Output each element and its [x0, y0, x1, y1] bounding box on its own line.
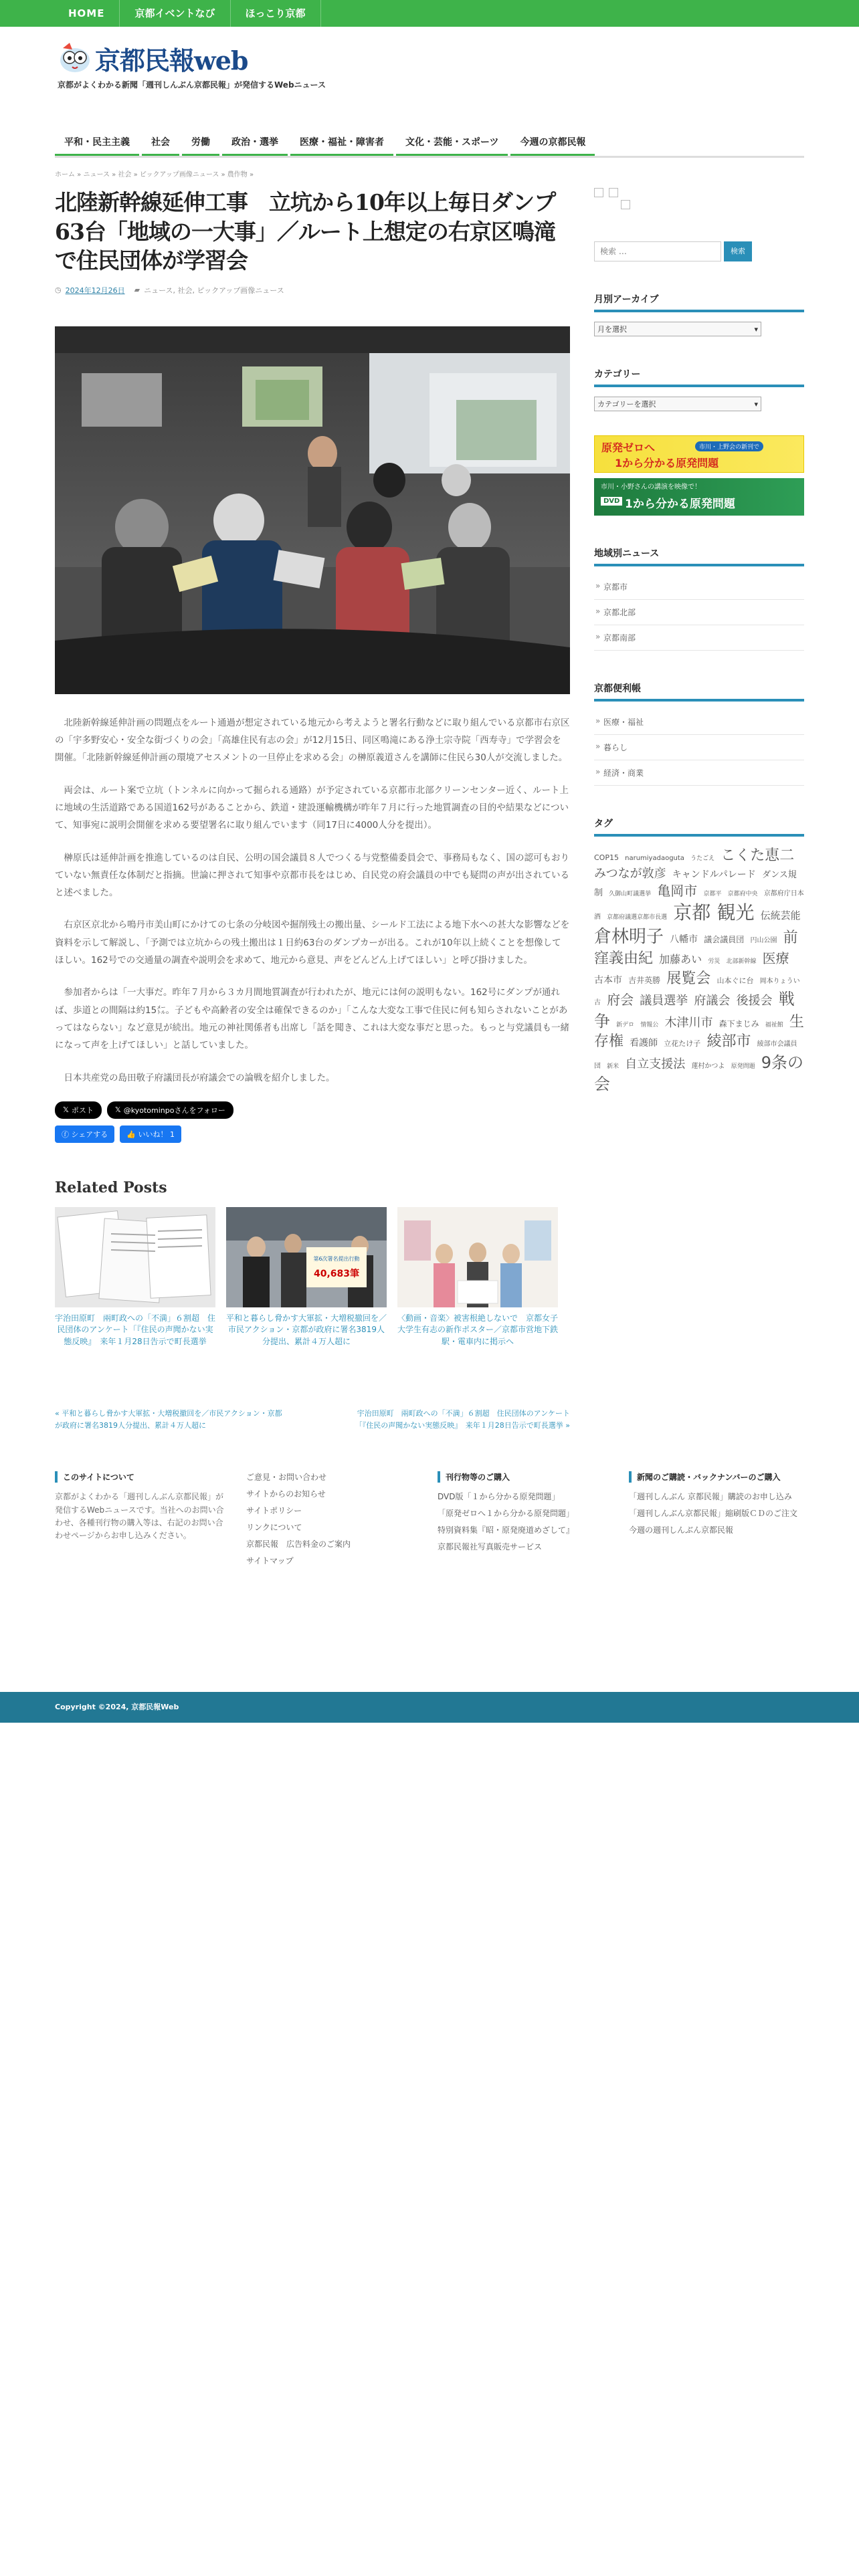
banner-tag-text: 市川・上野会の新刊で: [695, 441, 763, 451]
facebook-like-label: いいね！ 1: [138, 1130, 175, 1139]
related-post[interactable]: [397, 1207, 558, 1348]
related-post[interactable]: [55, 1207, 215, 1348]
article-paragraph: 日本共産党の島田敬子府議団長が府議会での論戦を紹介しました。: [64, 1072, 335, 1083]
tag-link[interactable]: 京都府中央: [727, 890, 758, 897]
breadcrumb[interactable]: ホーム » ニュース » 社会 » ピックアップ画像ニュース » 農作物 »: [55, 171, 254, 179]
tag-link[interactable]: 展覧会: [666, 970, 711, 987]
nav-this-week[interactable]: 今週の京都民報: [510, 128, 595, 156]
nav-society[interactable]: 社会: [142, 128, 179, 156]
archive-select-value: 月を選択: [597, 325, 627, 334]
tag-link[interactable]: 綾部市: [706, 1033, 751, 1051]
article-paragraph: 両会は、ルート案で立坑（トンネルに向かって掘られる通路）が予定されている京都市北部クリーンセンター近く、ルート上に地域の生活道路である国道162号があることから、鉄道・建設運輸機構が昨年７月に行った地質調査の目的や結果などについて、知事宛に説明会開催を求める要望署名に取り組んでいます（同17日に4000人分を提出）。: [55, 784, 569, 831]
banner-main-text: 1から分かる原発問題: [625, 498, 735, 511]
article-body: [55, 714, 570, 1087]
tag-link[interactable]: 伝統芸能: [760, 909, 801, 922]
tag-link[interactable]: ダンス規制: [594, 869, 797, 898]
copyright-text: Copyright ©2024, 京都民報Web: [55, 1703, 179, 1711]
tag-link[interactable]: 京都府庁日本酒: [594, 889, 804, 921]
tag-link[interactable]: 戦争: [594, 990, 795, 1031]
banner-top-text: 市川・小野さんの講演を映像で！: [601, 484, 701, 491]
related-post-thumbnail: [397, 1207, 558, 1307]
tag-link[interactable]: 府会: [607, 992, 634, 1008]
region-item-kyoto-south[interactable]: » 京都南部: [594, 625, 804, 651]
thumb-badge-number: 40,683筆: [313, 1268, 360, 1279]
folder-icon: ▰: [134, 286, 140, 295]
chevron-down-icon: ▾: [754, 324, 758, 334]
footer-link-sitemap[interactable]: サイトマップ: [246, 1556, 294, 1566]
x-logo-icon: 𝕏: [114, 1105, 121, 1115]
tag-link[interactable]: みつなが敦彦: [594, 866, 666, 881]
footer-link-linking[interactable]: リンクについて: [246, 1523, 302, 1533]
tag-link[interactable]: 生存権: [594, 1013, 804, 1051]
region-news-list: [594, 574, 804, 651]
tag-link[interactable]: 看護師: [630, 1038, 658, 1049]
tag-link[interactable]: 円山公園: [750, 936, 777, 944]
facebook-share-label: シェアする: [71, 1130, 108, 1139]
tag-link[interactable]: narumiyadaoguta: [625, 855, 684, 862]
footer-link-notices[interactable]: サイトからのお知らせ: [246, 1489, 326, 1499]
genpatsu-book-banner[interactable]: [594, 435, 804, 473]
tag-link[interactable]: COP15: [594, 853, 619, 862]
top-navigation-bar: [0, 0, 859, 27]
related-posts-grid: [55, 1207, 570, 1348]
footer-about: [55, 1471, 230, 1572]
tag-link[interactable]: 議員選挙: [640, 994, 688, 1008]
footer-sub-item[interactable]: 「週刊しんぶん京都民報」縮刷版ＣＤのご注文: [629, 1509, 798, 1519]
footer-pub-item[interactable]: 京都民報社写真販売サービス: [438, 1542, 543, 1552]
site-tagline: 京都がよくわかる新聞「週刊しんぶん京都民報」が発信するWebニュース: [58, 80, 326, 90]
clock-icon: ◷: [55, 286, 62, 295]
article-paragraph: 参加者からは「一大事だ。昨年７月から３カ月間地質調査が行われたが、地元には何の説明もない。162号にダンプが通れば、歩道との間隔は約15㍍。子どもや高齢者の安全は確保できるのか」「こんな大変な工事で住民に何も知らされないことがあってはならない」など意見が続出。地元の神社関係者も出席し「話を聞き、これは大変な事だと思った。もっと与党議員も一緒になって声を上げてほしい」と話していました。: [55, 987, 569, 1051]
archive-widget-title: 月別アーカイブ: [594, 292, 804, 312]
banner-sub-text: 1から分かる原発問題: [615, 457, 719, 469]
tag-link[interactable]: 倉林明子: [594, 926, 664, 947]
archive-month-select[interactable]: [594, 322, 761, 336]
tag-link[interactable]: 医療: [762, 950, 789, 966]
copyright-bar: [0, 1692, 859, 1723]
x-post-label: ポスト: [71, 1105, 94, 1115]
tag-link[interactable]: 福祉館: [765, 1021, 783, 1029]
sidebar-search-button[interactable]: 検索: [724, 241, 752, 261]
tag-link[interactable]: 蓮村かつよ: [691, 1063, 725, 1071]
useful-item-living[interactable]: » 暮らし: [594, 735, 804, 760]
sidebar-search-form: [594, 241, 804, 261]
tag-link[interactable]: 古本市: [594, 974, 622, 986]
article-paragraph: 榊原氏は延伸計画を推進しているのは自民、公明の国会議員８人でつくる与党整備委員会で、事務局もなく、国の認可もおりていない無責任な体制だと指摘。世論に押されて知事や京都市長をはじめ、自民党の府会議員の中でも疑問の声が出されていると述べました。: [55, 852, 569, 899]
tag-link[interactable]: 亀岡市: [657, 882, 698, 899]
nav-medical-welfare[interactable]: 医療・福祉・障害者: [290, 128, 393, 156]
facebook-like-button[interactable]: [120, 1125, 181, 1143]
tag-link[interactable]: 山本ぐに台: [717, 976, 754, 985]
sidebar: [594, 188, 804, 1431]
tag-link[interactable]: 議会議員団: [704, 934, 745, 944]
tag-link[interactable]: 北部新幹線: [726, 958, 757, 965]
banner-main-text: 原発ゼロへ: [601, 441, 656, 454]
tag-link[interactable]: 立花たけ子: [664, 1039, 701, 1049]
footer-links: [246, 1471, 421, 1572]
tag-link[interactable]: 前窪義由紀: [594, 929, 798, 967]
footer-publications: [438, 1471, 613, 1572]
broken-image-icon: [621, 200, 630, 209]
tag-link[interactable]: 新米: [607, 1063, 619, 1071]
category-select[interactable]: [594, 397, 761, 411]
facebook-icon: ⓕ: [62, 1130, 69, 1139]
tag-link[interactable]: 加藤あい: [659, 952, 702, 966]
category-select-value: カテゴリーを選択: [597, 400, 656, 409]
tag-link[interactable]: 労災: [708, 958, 721, 965]
region-item-kyoto-city[interactable]: » 京都市: [594, 574, 804, 600]
related-post-title: 宇治田原町 兩町政への「不満」６割超 住民団体のアンケート「『住民の声聞かない実態反映』 来年１月28日告示で町長選挙: [55, 1313, 216, 1346]
facebook-share-button[interactable]: [55, 1125, 114, 1143]
useful-item-medical[interactable]: » 医療・福祉: [594, 710, 804, 735]
tag-link[interactable]: 情報公: [640, 1021, 659, 1029]
thumb-badge-text: 第6次署名提出行動: [313, 1255, 360, 1262]
tag-link[interactable]: 新デロ: [616, 1021, 635, 1029]
tag-link[interactable]: 9条の会: [594, 1053, 804, 1094]
sidebar-broken-images: [594, 188, 804, 215]
genpatsu-dvd-banner[interactable]: [594, 478, 804, 516]
footer-sub-item[interactable]: 今週の週刊しんぶん京都民報: [629, 1525, 734, 1535]
tag-link[interactable]: 京都府議選京都市長選: [607, 914, 668, 921]
tag-link[interactable]: 府議会: [694, 994, 731, 1008]
thumbs-up-icon: 👍: [126, 1130, 136, 1139]
chevron-down-icon: ▾: [754, 399, 758, 409]
topnav-home[interactable]: HOME: [55, 0, 120, 27]
related-post[interactable]: [226, 1207, 387, 1348]
related-post-thumbnail: [55, 1207, 215, 1307]
article-paragraph: 右京区京北から鳴丹市美山町にかけての七条の分岐図や掘削残土の搬出量、シールド工法による地下水への甚大な影響などを資料を示して解説し、「予測では立坑からの残土搬出は１日約63台のダンプカーが出る。これが10年以上続くことを想像してほしい。162号での交通量の調査や説明会を求めて、地元から意見、声をどんどん上げてほしい」と呼び掛けました。: [55, 920, 570, 966]
meeting-photo-illustration: [55, 326, 570, 694]
related-post-thumbnail: [226, 1207, 387, 1307]
share-buttons-row: [55, 1101, 570, 1119]
footer-link-policy[interactable]: サイトポリシー: [246, 1506, 302, 1516]
tag-link[interactable]: 原発問題: [731, 1063, 755, 1071]
article-date[interactable]: 2024年12月26日: [65, 286, 125, 295]
footer-about-text: 京都がよくわかる「週刊しんぶん京都民報」が発信するWebニュースです。当社へのお問い合わせ、各種刊行物の購入等は、右記のお問い合わせページからお申し込みください。: [55, 1492, 224, 1540]
x-follow-button[interactable]: [107, 1101, 233, 1119]
footer-pub-item[interactable]: 「原発ゼロへ１から分かる原発問題」: [438, 1509, 575, 1519]
sidebar-search-input[interactable]: [594, 241, 721, 261]
article-meta: [55, 285, 570, 296]
article-photo: [55, 326, 570, 694]
nav-culture-sports[interactable]: 文化・芸能・スポーツ: [396, 128, 508, 156]
footer-sub-item[interactable]: 「週刊しんぶん 京都民報」購読のお申し込み: [629, 1492, 792, 1502]
tag-link[interactable]: 観光: [717, 901, 755, 924]
related-post-title: 平和と暮らし脅かす大軍拡・大増税撤回を／市民アクション・京都が政府に署名3819人分提出、累計４万人超に: [226, 1313, 387, 1346]
nav-politics-election[interactable]: 政治・選挙: [222, 128, 288, 156]
region-item-kyoto-north[interactable]: » 京都北部: [594, 600, 804, 625]
tag-link[interactable]: 久御山町議選挙: [609, 890, 652, 897]
tag-link[interactable]: 岡本りょうい古: [594, 977, 800, 1007]
topnav-kyoto-events[interactable]: 京都イベントなび: [120, 0, 230, 27]
tag-link[interactable]: 京都平: [703, 890, 722, 897]
x-logo-icon: 𝕏: [63, 1105, 69, 1115]
broken-image-icon: [594, 188, 603, 197]
tag-link[interactable]: 吉井英勝: [628, 975, 661, 985]
previous-post-link[interactable]: « 平和と暮らし脅かす大軍拡・大増税撤回を／市民アクション・京都が政府に署名3819人分提出、累計４万人超に: [55, 1409, 282, 1430]
banner-dvd-tag: DVD: [601, 497, 622, 506]
footer-widgets: [55, 1471, 804, 1572]
tag-link[interactable]: 後援会: [736, 994, 773, 1008]
footer-about-title: このサイトについて: [55, 1471, 230, 1483]
tag-link[interactable]: 綾部市会議員団: [594, 1041, 797, 1071]
tag-cloud: [594, 846, 804, 1095]
site-header: [55, 27, 804, 99]
footer-subscriptions-title: 新聞のご購読・バックナンバーのご購入: [629, 1471, 804, 1483]
article-categories[interactable]: ニュース, 社会, ピックアップ画像ニュース: [144, 286, 284, 295]
category-widget-title: カテゴリー: [594, 367, 804, 387]
useful-list: [594, 710, 804, 786]
tags-widget-title: タグ: [594, 817, 804, 837]
next-post-link[interactable]: 宇治田原町 兩町政への「不満」６割超 住民団体のアンケート「『住民の声聞かない実態反映』 来年１月28日告示で町長選挙 »: [355, 1409, 570, 1430]
broken-image-icon: [609, 188, 618, 197]
footer-subscriptions: [629, 1471, 804, 1572]
tag-link[interactable]: 森下まじみ: [719, 1018, 759, 1029]
footer-pub-item[interactable]: 特別資料集『昭・原発廃道めざして』: [438, 1525, 575, 1535]
tag-link[interactable]: こくた恵二: [721, 847, 795, 864]
topnav-hokkori-kyoto[interactable]: ほっこり京都: [231, 0, 321, 27]
tag-link[interactable]: 自立支援法: [625, 1057, 686, 1072]
tag-link[interactable]: 八幡市: [670, 934, 698, 945]
nav-peace-democracy[interactable]: 平和・民主主義: [55, 128, 139, 156]
article-main: [55, 188, 570, 1431]
facebook-buttons-row: [55, 1125, 570, 1143]
logo-text: 京都民報web: [95, 45, 248, 76]
footer-link-ad-rates[interactable]: 京都民報 広告料金のご案内: [246, 1539, 351, 1549]
region-news-widget-title: 地域別ニュース: [594, 546, 804, 566]
tag-link[interactable]: キャンドルパレード: [672, 869, 756, 880]
nav-labor[interactable]: 労働: [182, 128, 219, 156]
footer-pub-item[interactable]: DVD版「１から分かる原発問題」: [438, 1492, 560, 1502]
main-navigation: [55, 128, 804, 158]
x-post-button[interactable]: [55, 1101, 102, 1119]
tag-link[interactable]: 木津川市: [664, 1015, 713, 1030]
article-title: 北陸新幹線延伸工事 立坑から10年以上毎日ダンプ63台「地域の一大事」／ルート上想定の右京区鳴滝で住民団体が学習会: [55, 189, 556, 274]
x-follow-label: @kyotominpoさんをフォロー: [123, 1105, 225, 1115]
useful-item-economy[interactable]: » 経済・商業: [594, 760, 804, 786]
post-navigation: [55, 1408, 570, 1431]
useful-widget-title: 京都便利帳: [594, 681, 804, 702]
tag-link[interactable]: うたごえ: [690, 855, 715, 862]
tag-link[interactable]: 京都: [673, 901, 711, 924]
footer-publications-title: 刊行物等のご購入: [438, 1471, 613, 1483]
article-paragraph: 北陸新幹線延伸計画の問題点をルート通過が想定されている地元から考えようと署名行動などに取り組んでいる京都市右京区の「宇多野安心・安全な街づくりの会」「高雄住民有志の会」が12月15日、同区鳴滝にある浄土宗寺院「西寿寺」で学習会を開催。「北陸新幹線延伸計画の環境アセスメントの一旦停止を求める会」の榊原義道さんを講師に住民ら30人が交流しました。: [55, 717, 570, 764]
related-post-title: 〈動画・音楽〉被害根絶しないで 京都女子大学生有志の新作ポスター／京都市営地下鉄駅・電車内に掲示へ: [397, 1313, 559, 1346]
related-posts-heading: Related Posts: [55, 1178, 167, 1196]
footer-link-contact[interactable]: ご意見・お問い合わせ: [246, 1473, 327, 1483]
